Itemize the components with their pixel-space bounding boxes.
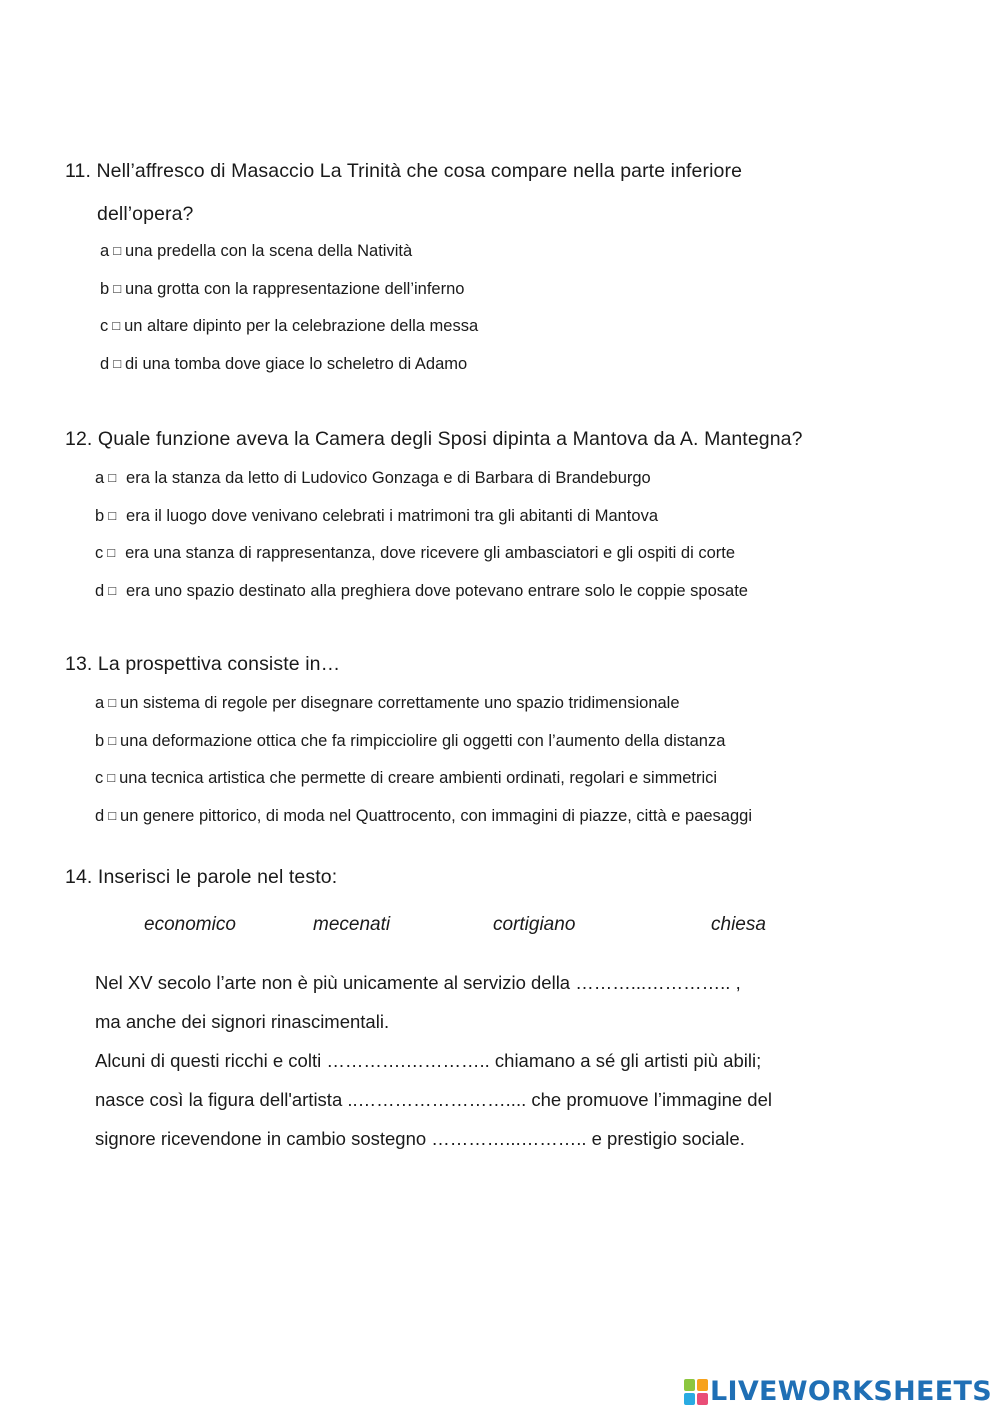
logo-square (684, 1393, 695, 1405)
word-bank-item[interactable]: cortigiano (493, 914, 576, 935)
question-11-options (100, 233, 742, 383)
option-letter: c (100, 317, 109, 335)
answer-option-c[interactable] (95, 760, 752, 798)
word-bank-item[interactable]: chiesa (711, 914, 766, 935)
checkbox[interactable]: □ (107, 770, 116, 785)
answer-option-b[interactable] (95, 498, 803, 536)
option-letter: a (95, 694, 105, 712)
option-text: un altare dipinto per la celebrazione della messa (124, 317, 479, 335)
question-11-title (65, 150, 742, 236)
option-letter: d (95, 806, 105, 825)
word-bank-item[interactable]: mecenati (313, 914, 391, 935)
word-bank-item[interactable]: economico (144, 914, 236, 935)
question-12 (65, 418, 803, 610)
option-text: un genere pittorico, di moda nel Quattrocento, con immagini di piazze, città e paesaggi (120, 806, 752, 825)
liveworksheets-logo-icon (684, 1379, 708, 1405)
checkbox[interactable]: □ (113, 280, 122, 296)
answer-option-c[interactable] (100, 308, 742, 346)
option-letter: b (95, 731, 105, 750)
question-title-line: 13. La prospettiva consiste in… (65, 653, 341, 675)
checkbox[interactable]: □ (113, 243, 122, 258)
checkbox[interactable]: □ (108, 695, 117, 710)
answer-option-a[interactable] (95, 460, 803, 498)
question-13-title (65, 643, 752, 686)
question-13 (65, 643, 752, 835)
option-text: un sistema di regole per disegnare correttamente uno spazio tridimensionale (120, 694, 680, 712)
answer-option-b[interactable] (100, 271, 742, 309)
answer-option-d[interactable] (95, 798, 752, 836)
answer-option-a[interactable] (95, 685, 752, 723)
checkbox[interactable]: □ (108, 507, 117, 523)
checkbox[interactable]: □ (108, 732, 117, 748)
option-text: era una stanza di rappresentanza, dove ricevere gli ambasciatori e gli ospiti di corte (125, 544, 736, 562)
answer-option-d[interactable] (100, 346, 742, 384)
option-letter: a (95, 469, 105, 487)
question-title-line: dell’opera? (97, 203, 194, 225)
fill-text-line[interactable]: Nel XV secolo l’arte non è più unicamente al servizio della ………...………….. , (95, 972, 741, 993)
checkbox[interactable]: □ (107, 545, 116, 560)
option-letter: c (95, 769, 104, 787)
option-text: era uno spazio destinato alla preghiera dove potevano entrare solo le coppie sposate (126, 581, 748, 600)
fill-text-line: ma anche dei signori rinascimentali. (95, 1011, 390, 1032)
logo-square (697, 1393, 708, 1405)
fill-text-line[interactable]: signore ricevendone in cambio sostegno …………...……….. e prestigio sociale. (95, 1128, 745, 1149)
question-12-options (95, 460, 803, 610)
checkbox[interactable]: □ (113, 355, 122, 371)
question-title-line: 12. Quale funzione aveva la Camera degli Sposi dipinta a Mantova da A. Mantegna? (65, 428, 803, 450)
checkbox[interactable]: □ (112, 318, 121, 333)
question-14-title (65, 856, 337, 899)
brand-name: LIVEWORKSHEETS (709, 1376, 992, 1407)
fill-text-line[interactable]: nasce così la figura dell'artista ..…………………….... che promuove l’immagine del (95, 1089, 772, 1110)
question-14 (65, 856, 337, 899)
question-11 (65, 150, 742, 383)
answer-option-c[interactable] (95, 535, 803, 573)
option-text: una predella con la scena della Natività (125, 242, 413, 260)
option-text: una deformazione ottica che fa rimpicciolire gli oggetti con l’aumento della distanza (120, 731, 726, 750)
option-text: una grotta con la rappresentazione dell’inferno (125, 279, 465, 298)
logo-square (697, 1379, 708, 1391)
logo-square (684, 1379, 695, 1391)
option-letter: c (95, 544, 104, 562)
fill-text-line[interactable]: Alcuni di questi ricchi e colti ………….………….. chiamano a sé gli artisti più abili; (95, 1050, 762, 1071)
question-13-options (95, 685, 752, 835)
question-title-line: 11. Nell’affresco di Masaccio La Trinità che cosa compare nella parte inferiore (65, 160, 743, 182)
option-letter: d (100, 354, 110, 373)
option-letter: d (95, 581, 105, 600)
answer-option-b[interactable] (95, 723, 752, 761)
option-letter: b (100, 279, 110, 298)
answer-option-d[interactable] (95, 573, 803, 611)
option-text: una tecnica artistica che permette di creare ambienti ordinati, regolari e simmetrici (119, 769, 718, 787)
liveworksheets-logo (684, 1376, 992, 1407)
fill-in-text (95, 963, 772, 1158)
word-bank (0, 914, 1000, 946)
question-title-line: 14. Inserisci le parole nel testo: (65, 866, 338, 888)
checkbox[interactable]: □ (108, 582, 117, 598)
answer-option-a[interactable] (100, 233, 742, 271)
checkbox[interactable]: □ (108, 807, 117, 823)
option-letter: a (100, 242, 110, 260)
question-12-title (65, 418, 803, 461)
option-text: di una tomba dove giace lo scheletro di Adamo (125, 354, 468, 373)
checkbox[interactable]: □ (108, 470, 117, 485)
option-text: era la stanza da letto di Ludovico Gonzaga e di Barbara di Brandeburgo (126, 469, 651, 487)
option-text: era il luogo dove venivano celebrati i matrimoni tra gli abitanti di Mantova (126, 506, 658, 525)
option-letter: b (95, 506, 105, 525)
